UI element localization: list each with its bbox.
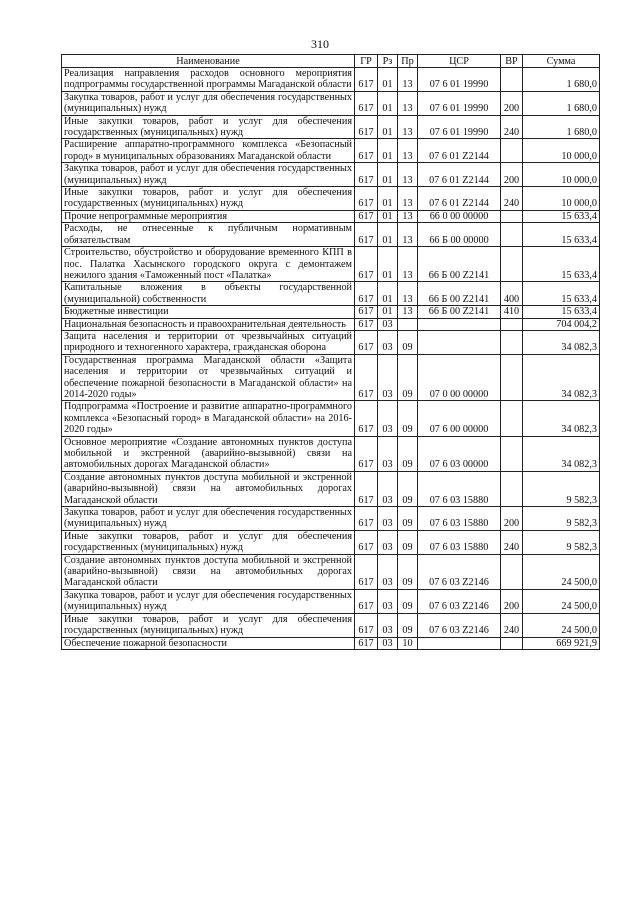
table-row xyxy=(62,589,600,613)
header-gr: ГР xyxy=(355,55,378,68)
cell-pr: 13 xyxy=(398,210,418,222)
cell-name: Капитальные вложения в объекты государственной (муниципальной) собственности xyxy=(62,282,355,306)
cell-vr xyxy=(501,554,523,589)
cell-rz: 03 xyxy=(378,318,398,330)
table-row xyxy=(62,554,600,589)
table-row xyxy=(62,247,600,282)
cell-sum: 34 082,3 xyxy=(523,401,600,436)
cell-rz: 03 xyxy=(378,530,398,554)
cell-sum: 9 582,3 xyxy=(523,530,600,554)
cell-pr: 13 xyxy=(398,223,418,247)
cell-pr: 13 xyxy=(398,163,418,187)
cell-pr: 13 xyxy=(398,306,418,318)
table-row xyxy=(62,354,600,401)
cell-sum: 34 082,3 xyxy=(523,354,600,401)
cell-pr: 13 xyxy=(398,68,418,92)
cell-name: Иные закупки товаров, работ и услуг для обеспечения государственных (муниципальных) нужд xyxy=(62,115,355,139)
cell-rz: 03 xyxy=(378,589,398,613)
cell-rz: 01 xyxy=(378,91,398,115)
cell-csr: 07 6 03 15880 xyxy=(418,530,501,554)
cell-vr xyxy=(501,68,523,92)
cell-gr: 617 xyxy=(355,163,378,187)
cell-name: Иные закупки товаров, работ и услуг для обеспечения государственных (муниципальных) нужд xyxy=(62,613,355,637)
cell-csr: 07 0 00 00000 xyxy=(418,354,501,401)
cell-rz: 03 xyxy=(378,637,398,649)
cell-gr: 617 xyxy=(355,210,378,222)
cell-pr: 13 xyxy=(398,115,418,139)
cell-sum: 9 582,3 xyxy=(523,471,600,506)
cell-csr: 66 Б 00 Z2141 xyxy=(418,306,501,318)
cell-gr: 617 xyxy=(355,613,378,637)
cell-name: Закупка товаров, работ и услуг для обеспечения государственных (муниципальных) нужд xyxy=(62,91,355,115)
cell-sum: 10 000,0 xyxy=(523,187,600,211)
cell-vr xyxy=(501,223,523,247)
cell-rz: 03 xyxy=(378,330,398,354)
cell-name: Национальная безопасность и правоохранительная деятельность xyxy=(62,318,355,330)
cell-name: Прочие непрограммные мероприятия xyxy=(62,210,355,222)
cell-sum: 9 582,3 xyxy=(523,507,600,531)
cell-vr: 200 xyxy=(501,507,523,531)
cell-rz: 01 xyxy=(378,247,398,282)
table-row xyxy=(62,637,600,649)
cell-rz: 03 xyxy=(378,401,398,436)
cell-vr xyxy=(501,247,523,282)
cell-gr: 617 xyxy=(355,306,378,318)
cell-csr xyxy=(418,637,501,649)
cell-pr: 09 xyxy=(398,507,418,531)
cell-gr: 617 xyxy=(355,115,378,139)
table-row xyxy=(62,115,600,139)
cell-pr: 09 xyxy=(398,530,418,554)
cell-rz: 03 xyxy=(378,554,398,589)
table-row xyxy=(62,330,600,354)
cell-name: Закупка товаров, работ и услуг для обеспечения государственных (муниципальных) нужд xyxy=(62,163,355,187)
cell-pr: 09 xyxy=(398,354,418,401)
cell-sum: 10 000,0 xyxy=(523,163,600,187)
cell-rz: 03 xyxy=(378,436,398,471)
table-row xyxy=(62,318,600,330)
cell-vr xyxy=(501,637,523,649)
cell-gr: 617 xyxy=(355,471,378,506)
table-header-row xyxy=(62,55,600,68)
cell-pr xyxy=(398,318,418,330)
cell-name: Строительство, обустройство и оборудование временного КПП в пос. Палатка Хасынского городского округа с демонтажем нежилого здания «Таможенный пост «Палатка» xyxy=(62,247,355,282)
cell-rz: 01 xyxy=(378,115,398,139)
table-row xyxy=(62,401,600,436)
cell-vr xyxy=(501,330,523,354)
cell-rz: 03 xyxy=(378,471,398,506)
cell-csr: 07 6 01 19990 xyxy=(418,68,501,92)
table-row xyxy=(62,306,600,318)
cell-name: Иные закупки товаров, работ и услуг для обеспечения государственных (муниципальных) нужд xyxy=(62,530,355,554)
cell-pr: 13 xyxy=(398,247,418,282)
cell-csr: 07 6 01 Z2144 xyxy=(418,163,501,187)
cell-name: Основное мероприятие «Создание автономных пунктов доступа мобильной и экстренной (аварийно-вызывной) связи на автомобильных дорогах Магаданской области» xyxy=(62,436,355,471)
table-row xyxy=(62,91,600,115)
table-row xyxy=(62,530,600,554)
table-row xyxy=(62,507,600,531)
cell-gr: 617 xyxy=(355,91,378,115)
cell-gr: 617 xyxy=(355,318,378,330)
cell-vr: 240 xyxy=(501,187,523,211)
cell-csr: 07 6 03 15880 xyxy=(418,507,501,531)
cell-vr xyxy=(501,471,523,506)
cell-csr: 07 6 01 19990 xyxy=(418,91,501,115)
cell-gr: 617 xyxy=(355,187,378,211)
cell-sum: 1 680,0 xyxy=(523,91,600,115)
table-row xyxy=(62,282,600,306)
cell-csr: 07 6 03 Z2146 xyxy=(418,554,501,589)
cell-csr xyxy=(418,330,501,354)
cell-rz: 03 xyxy=(378,613,398,637)
cell-pr: 13 xyxy=(398,282,418,306)
cell-gr: 617 xyxy=(355,223,378,247)
cell-vr: 200 xyxy=(501,163,523,187)
cell-csr: 07 6 01 Z2144 xyxy=(418,187,501,211)
cell-sum: 24 500,0 xyxy=(523,554,600,589)
cell-gr: 617 xyxy=(355,530,378,554)
cell-pr: 10 xyxy=(398,637,418,649)
cell-pr: 13 xyxy=(398,187,418,211)
cell-csr: 07 6 03 15880 xyxy=(418,471,501,506)
cell-sum: 704 004,2 xyxy=(523,318,600,330)
cell-name: Закупка товаров, работ и услуг для обеспечения государственных (муниципальных) нужд xyxy=(62,589,355,613)
cell-rz: 01 xyxy=(378,68,398,92)
cell-sum: 34 082,3 xyxy=(523,436,600,471)
cell-pr: 09 xyxy=(398,589,418,613)
cell-pr: 09 xyxy=(398,613,418,637)
cell-vr: 240 xyxy=(501,530,523,554)
cell-gr: 617 xyxy=(355,330,378,354)
cell-csr: 07 6 01 Z2144 xyxy=(418,139,501,163)
cell-gr: 617 xyxy=(355,554,378,589)
cell-vr xyxy=(501,401,523,436)
cell-gr: 617 xyxy=(355,507,378,531)
header-name: Наименование xyxy=(62,55,355,68)
cell-csr: 07 6 03 Z2146 xyxy=(418,589,501,613)
cell-vr: 200 xyxy=(501,91,523,115)
cell-vr: 410 xyxy=(501,306,523,318)
cell-gr: 617 xyxy=(355,637,378,649)
cell-pr: 09 xyxy=(398,436,418,471)
table-row xyxy=(62,613,600,637)
cell-sum: 669 921,9 xyxy=(523,637,600,649)
cell-sum: 24 500,0 xyxy=(523,589,600,613)
cell-rz: 01 xyxy=(378,306,398,318)
cell-name: Расширение аппаратно-программного комплекса «Безопасный город» в муниципальных образованиях Магаданской области xyxy=(62,139,355,163)
cell-name: Защита населения и территории от чрезвычайных ситуаций природного и техногенного характера, гражданская оборона xyxy=(62,330,355,354)
cell-csr: 07 6 00 00000 xyxy=(418,401,501,436)
cell-sum: 15 633,4 xyxy=(523,306,600,318)
header-vr: ВР xyxy=(501,55,523,68)
cell-csr: 66 Б 00 Z2141 xyxy=(418,247,501,282)
cell-vr xyxy=(501,436,523,471)
cell-pr: 13 xyxy=(398,91,418,115)
cell-rz: 01 xyxy=(378,282,398,306)
cell-name: Подпрограмма «Построение и развитие аппаратно-программного комплекса «Безопасный город» в Магаданской области» на 2016-2020 годы» xyxy=(62,401,355,436)
cell-pr: 13 xyxy=(398,139,418,163)
cell-rz: 01 xyxy=(378,223,398,247)
cell-name: Закупка товаров, работ и услуг для обеспечения государственных (муниципальных) нужд xyxy=(62,507,355,531)
budget-table xyxy=(61,54,600,650)
cell-csr: 66 Б 00 Z2141 xyxy=(418,282,501,306)
table-row xyxy=(62,68,600,92)
cell-rz: 01 xyxy=(378,187,398,211)
cell-gr: 617 xyxy=(355,282,378,306)
cell-vr xyxy=(501,354,523,401)
cell-vr: 400 xyxy=(501,282,523,306)
cell-csr: 07 6 03 00000 xyxy=(418,436,501,471)
cell-name: Создание автономных пунктов доступа мобильной и экстренной (аварийно-вызывной) связи на автомобильных дорогах Магаданской области xyxy=(62,471,355,506)
cell-gr: 617 xyxy=(355,139,378,163)
table-row xyxy=(62,187,600,211)
cell-pr: 09 xyxy=(398,471,418,506)
cell-sum: 34 082,3 xyxy=(523,330,600,354)
cell-name: Обеспечение пожарной безопасности xyxy=(62,637,355,649)
header-csr: ЦСР xyxy=(418,55,501,68)
cell-sum: 24 500,0 xyxy=(523,613,600,637)
cell-name: Создание автономных пунктов доступа мобильной и экстренной (аварийно-вызывной) связи на автомобильных дорогах Магаданской области xyxy=(62,554,355,589)
cell-csr: 66 Б 00 00000 xyxy=(418,223,501,247)
cell-gr: 617 xyxy=(355,247,378,282)
cell-vr: 240 xyxy=(501,613,523,637)
cell-pr: 09 xyxy=(398,330,418,354)
cell-rz: 01 xyxy=(378,139,398,163)
cell-vr: 240 xyxy=(501,115,523,139)
table-row xyxy=(62,471,600,506)
cell-name: Иные закупки товаров, работ и услуг для обеспечения государственных (муниципальных) нужд xyxy=(62,187,355,211)
cell-name: Бюджетные инвестиции xyxy=(62,306,355,318)
cell-vr xyxy=(501,139,523,163)
cell-sum: 15 633,4 xyxy=(523,247,600,282)
header-pr: Пр xyxy=(398,55,418,68)
cell-vr: 200 xyxy=(501,589,523,613)
cell-gr: 617 xyxy=(355,589,378,613)
cell-csr: 66 0 00 00000 xyxy=(418,210,501,222)
cell-pr: 09 xyxy=(398,401,418,436)
cell-sum: 1 680,0 xyxy=(523,115,600,139)
cell-name: Государственная программа Магаданской области «Защита населения и территории от чрезвычайных ситуаций и обеспечение пожарной безопасности в Магаданской области» на 2014-2020 годы» xyxy=(62,354,355,401)
cell-gr: 617 xyxy=(355,401,378,436)
cell-csr: 07 6 03 Z2146 xyxy=(418,613,501,637)
cell-name: Расходы, не отнесенные к публичным нормативным обязательствам xyxy=(62,223,355,247)
cell-rz: 03 xyxy=(378,354,398,401)
table-row xyxy=(62,436,600,471)
table-row xyxy=(62,210,600,222)
cell-name: Реализация направления расходов основного мероприятия подпрограммы государственной программы Магаданской области xyxy=(62,68,355,92)
cell-pr: 09 xyxy=(398,554,418,589)
cell-sum: 15 633,4 xyxy=(523,223,600,247)
cell-gr: 617 xyxy=(355,354,378,401)
cell-gr: 617 xyxy=(355,436,378,471)
page-number: 310 xyxy=(311,37,329,51)
cell-rz: 03 xyxy=(378,507,398,531)
cell-rz: 01 xyxy=(378,163,398,187)
cell-csr: 07 6 01 19990 xyxy=(418,115,501,139)
table-row xyxy=(62,139,600,163)
table-row xyxy=(62,163,600,187)
header-rz: Рз xyxy=(378,55,398,68)
table-body xyxy=(62,68,600,650)
cell-vr xyxy=(501,210,523,222)
cell-csr xyxy=(418,318,501,330)
header-sum: Сумма xyxy=(523,55,600,68)
cell-sum: 15 633,4 xyxy=(523,210,600,222)
cell-gr: 617 xyxy=(355,68,378,92)
cell-sum: 15 633,4 xyxy=(523,282,600,306)
cell-vr xyxy=(501,318,523,330)
cell-rz: 01 xyxy=(378,210,398,222)
cell-sum: 10 000,0 xyxy=(523,139,600,163)
table-row xyxy=(62,223,600,247)
cell-sum: 1 680,0 xyxy=(523,68,600,92)
